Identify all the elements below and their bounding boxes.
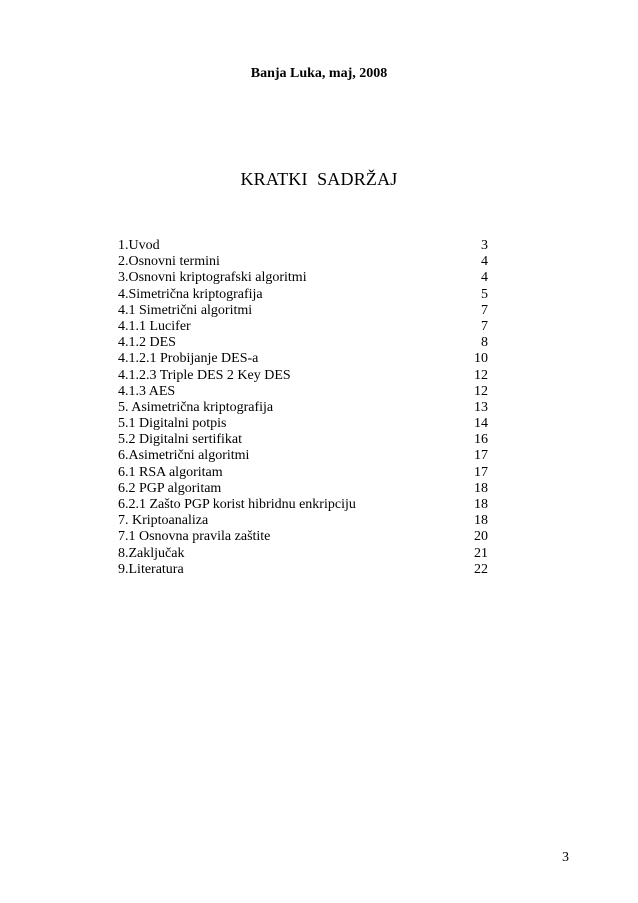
- toc-entry-label: 4.1.2.1 Probijanje DES-a: [118, 351, 259, 367]
- toc-entry: [118, 384, 490, 400]
- toc-entry-page: 12: [474, 367, 488, 383]
- toc-title: KRATKI SADRŽAJ: [240, 169, 398, 189]
- toc-entry-label: 4.1.3 AES: [118, 383, 176, 399]
- toc-entry-page: 5: [481, 286, 488, 302]
- toc-entry: [118, 303, 490, 319]
- toc-entry: [118, 319, 490, 335]
- toc-entry-page: 14: [474, 416, 488, 432]
- toc-entry: [118, 254, 490, 270]
- toc-entry: [118, 400, 490, 416]
- toc-entry-label: 6.1 RSA algoritam: [118, 464, 223, 480]
- toc-entry-label: 4.1.2.3 Triple DES 2 Key DES: [118, 367, 291, 383]
- toc-entry: [118, 529, 490, 545]
- table-of-contents: [118, 238, 490, 578]
- toc-entry-label: 3.Osnovni kriptografski algoritmi: [118, 270, 307, 286]
- toc-entry-page: 21: [474, 545, 488, 561]
- toc-entry: [118, 481, 490, 497]
- toc-entry-label: 5. Asimetrična kriptografija: [118, 399, 274, 415]
- toc-entry-label: 4.1.2 DES: [118, 335, 176, 351]
- place-date-heading: Banja Luka, maj, 2008: [250, 66, 388, 81]
- toc-entry-page: 4: [481, 254, 488, 270]
- toc-entry-page: 18: [474, 480, 488, 496]
- toc-entry: [118, 335, 490, 351]
- toc-entry-page: 8: [481, 335, 488, 351]
- toc-entry-label: 4.1.1 Lucifer: [118, 318, 191, 334]
- toc-entry-label: 4.Simetrična kriptografija: [118, 286, 263, 302]
- toc-entry: [118, 513, 490, 529]
- toc-entry: [118, 368, 490, 384]
- toc-entry-label: 7.1 Osnovna pravila zaštite: [118, 529, 271, 545]
- toc-entry-label: 6.Asimetrični algoritmi: [118, 448, 250, 464]
- toc-entry: [118, 238, 490, 254]
- toc-entry-page: 7: [481, 318, 488, 334]
- toc-entry-page: 10: [474, 351, 488, 367]
- toc-entry-label: 4.1 Simetrični algoritmi: [118, 302, 253, 318]
- toc-entry-label: 2.Osnovni termini: [118, 254, 220, 270]
- toc-entry-page: 3: [481, 238, 488, 253]
- toc-entry: [118, 448, 490, 464]
- toc-entry-label: 1.Uvod: [118, 238, 160, 253]
- toc-entry-page: 18: [474, 497, 488, 512]
- page-number: 3: [562, 850, 569, 865]
- toc-entry: [118, 497, 490, 513]
- toc-entry-label: 8.Zaključak: [118, 545, 185, 561]
- toc-entry: [118, 562, 490, 578]
- toc-entry-page: 17: [474, 464, 488, 480]
- toc-entry: [118, 270, 490, 286]
- toc-entry-label: 9.Literatura: [118, 561, 184, 577]
- toc-entry: [118, 351, 490, 367]
- toc-entry-page: 17: [474, 448, 488, 464]
- toc-entry-label: 6.2 PGP algoritam: [118, 480, 222, 496]
- toc-entry: [118, 546, 490, 562]
- toc-entry: [118, 287, 490, 303]
- toc-entry-label: 6.2.1 Zašto PGP korist hibridnu enkripciju: [118, 497, 356, 512]
- toc-entry-page: 13: [474, 399, 488, 415]
- toc-entry-page: 22: [474, 561, 488, 577]
- toc-entry-page: 12: [474, 383, 488, 399]
- toc-entry-page: 18: [474, 513, 488, 529]
- toc-entry: [118, 465, 490, 481]
- toc-entry-page: 16: [474, 432, 488, 448]
- toc-entry: [118, 416, 490, 432]
- toc-entry-label: 5.2 Digitalni sertifikat: [118, 432, 243, 448]
- toc-entry-page: 20: [474, 529, 488, 545]
- toc-entry-page: 7: [481, 302, 488, 318]
- toc-entry-page: 4: [481, 270, 488, 286]
- toc-entry-label: 5.1 Digitalni potpis: [118, 416, 227, 432]
- toc-entry-label: 7. Kriptoanaliza: [118, 513, 209, 529]
- toc-entry: [118, 432, 490, 448]
